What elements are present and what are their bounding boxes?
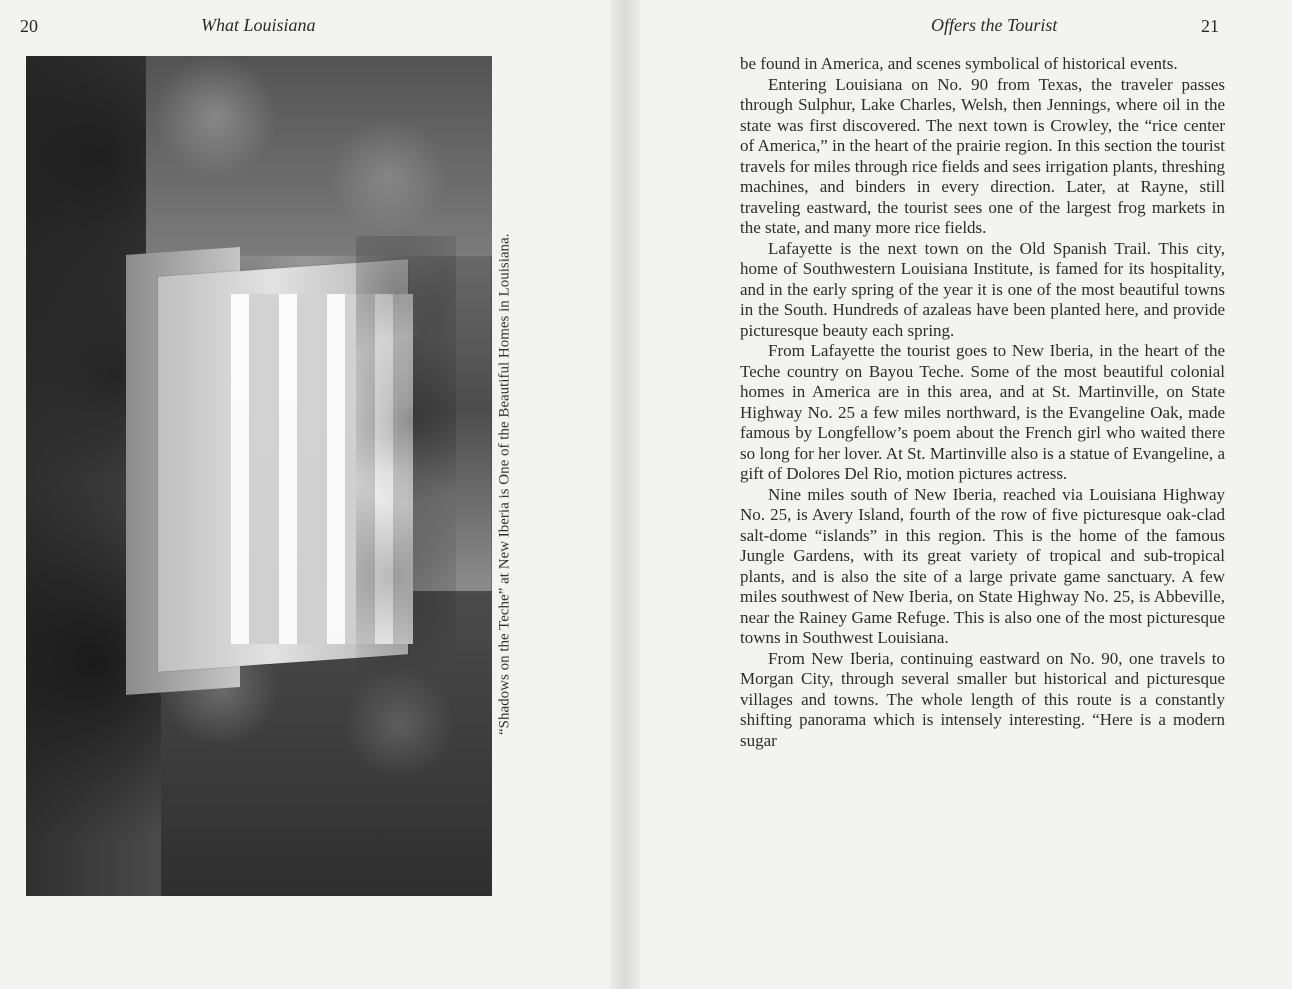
paragraph-6: From New Iberia, continuing eastward on No. 90, one travels to Morgan City, through several smaller but historical and picturesque villages and towns. The whole length of this route is a constantly shifting panorama which is intensely interesting. “Here is a modern sugar [740,648,1225,750]
paragraph-4: From Lafayette the tourist goes to New Iberia, in the heart of the Teche country on Bayou Teche. Some of the most beautiful colonial homes in America are in this area, and at St. Martinville, on State Highway No. 25 a few miles northward, is the Evangeline Oak, made famous by Longfellow’s poem about the French girl who waited there so long for her lover. At St. Martinville also is a statue of Evangeline, a gift of Dolores Del Rio, motion pictures actress. [740,341,1225,483]
right-page-number: 21 [1201,16,1219,36]
paragraph-5: Nine miles south of New Iberia, reached via Louisiana Highway No. 25, is Avery Island, fourth of the row of five picturesque oak-clad salt-dome “islands” in this region. This is the home of the famous Jungle Gardens, with its great variety of tropical and sub-tropical plants, and is also the site of a large private game sanctuary. A few miles southwest of New Iberia, on State Highway No. 25, is Abbeville, near the Rainey Game Refuge. This is also one of the most picturesque towns in Southwest Louisiana. [740,484,1225,647]
left-running-head: What Louisiana [201,15,316,35]
right-running-head: Offers the Tourist [931,15,1058,35]
tree-shadows [356,236,456,696]
house-photo [26,56,492,896]
body-text [740,54,1225,751]
left-page-number: 20 [20,16,38,36]
left-page [0,0,620,989]
foliage-top [146,56,492,256]
paragraph-1: be found in America, and scenes symbolical of historical events. [740,54,1178,73]
paragraph-3: Lafayette is the next town on the Old Spanish Trail. This city, home of Southwestern Louisiana Institute, is famed for its hospitality, and in the early spring of the year it is one of the most beautiful towns in the South. Hundreds of azaleas have been planted here, and provide picturesque beauty each spring. [740,238,1225,340]
paragraph-2: Entering Louisiana on No. 90 from Texas, the traveler passes through Sulphur, Lake Charles, Welsh, then Jennings, where oil in the state was first discovered. The next town is Crowley, the “rice center of America,” in the heart of the prairie region. In this section the tourist travels for miles through rice fields and sees irrigation plants, threshing machines, and binders in every direction. Later, at Rayne, still traveling eastward, the tourist sees one of the largest frog markets in the state, and many more rice fields. [740,74,1225,237]
right-page [640,0,1292,989]
photo-caption: “Shadows on the Teche” at New Iberia is One of the Beautiful Homes in Louisiana. [496,233,513,735]
